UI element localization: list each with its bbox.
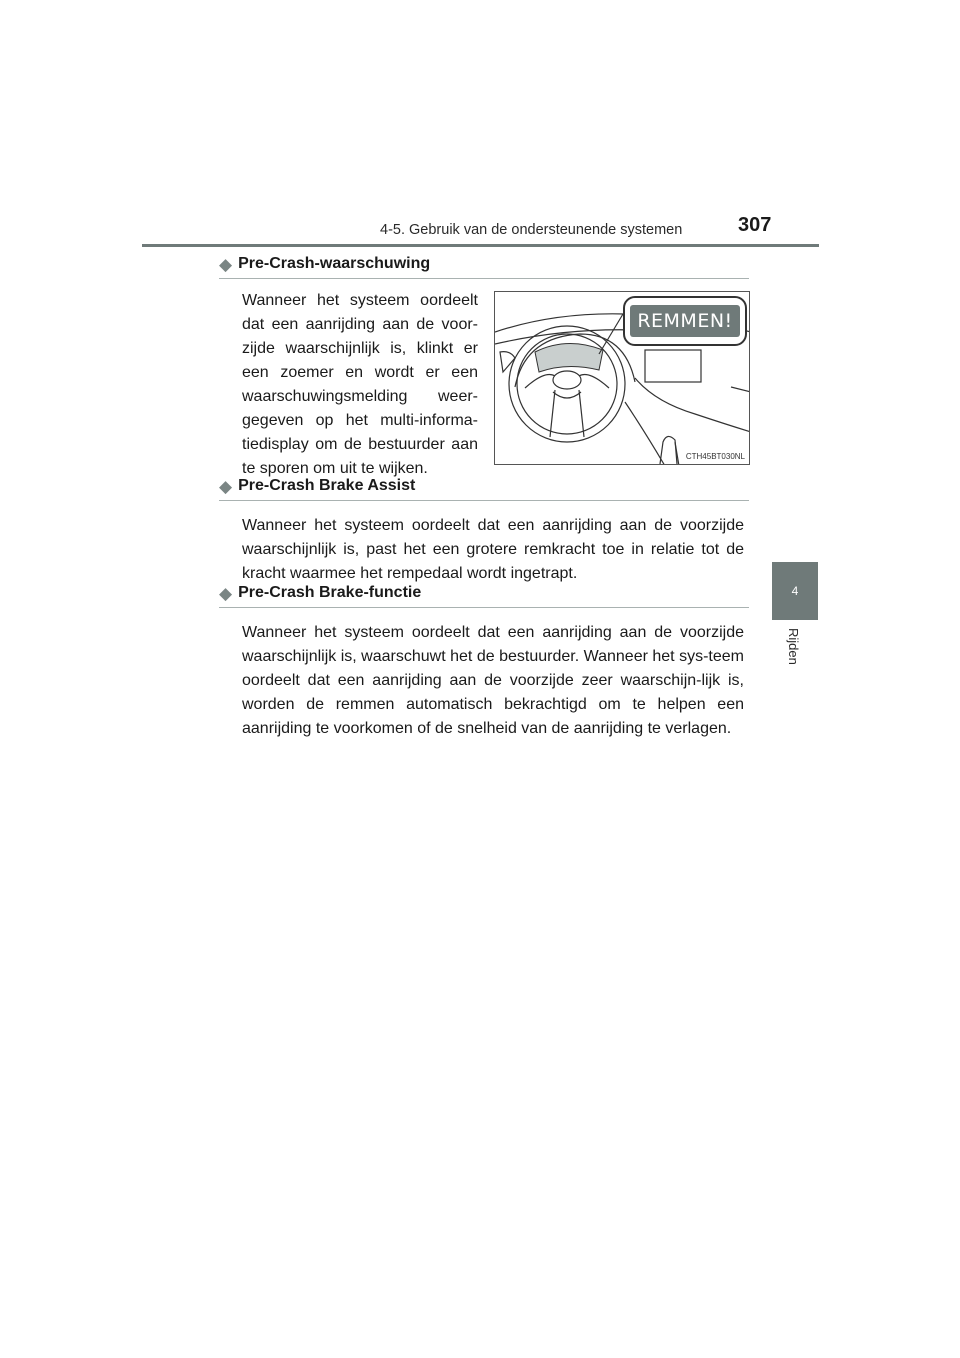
diamond-icon: ◆ <box>219 476 233 496</box>
page-number: 307 <box>738 214 772 236</box>
header-title: 4-5. Gebruik van de ondersteunende systemen <box>380 222 683 238</box>
chapter-tab[interactable] <box>772 562 818 620</box>
chapter-label: Rijden <box>786 628 801 665</box>
remmen-message: REMMEN! <box>630 305 739 337</box>
section-heading-brake-function <box>219 584 749 608</box>
dashboard-illustration <box>494 291 750 465</box>
section-heading-label: Pre-Crash Brake Assist <box>238 477 416 494</box>
figure-code: CTH45BT030NL <box>685 452 745 461</box>
section-heading-label: Pre-Crash-waarschuwing <box>238 255 431 272</box>
section-heading-brake-assist <box>219 477 749 501</box>
section-text-pre-crash-warning: Wanneer het systeem oordeelt dat een aanrijding aan de voor-zijde waarschijnlijk is, klinkt er een zoemer en wordt er een waarschuwingsmelding weer-gegeven op het multi-informa-tiedisplay om de bestuurder aan te sporen om uit te wijken. <box>242 292 478 477</box>
header-rule <box>142 244 819 247</box>
chapter-number: 4 <box>791 584 799 598</box>
diamond-icon: ◆ <box>219 254 233 274</box>
section-heading-label: Pre-Crash Brake-functie <box>238 584 422 601</box>
diamond-icon: ◆ <box>219 583 233 603</box>
section-text-brake-assist: Wanneer het systeem oordeelt dat een aanrijding aan de voorzijde waarschijnlijk is, past het een grotere remkracht toe in relatie tot de kracht waarmee het rempedaal wordt ingetrapt. <box>242 517 744 582</box>
section-heading-pre-crash-warning <box>219 255 749 279</box>
remmen-callout <box>623 296 747 346</box>
section-text-brake-function: Wanneer het systeem oordeelt dat een aanrijding aan de voorzijde waarschijnlijk is, waarschuwt het de bestuurder. Wanneer het sys-teem oordeelt dat een aanrijding aan de voorzijde zeer waarschijn-lijk is, worden de remmen automatisch bekrachtigd om te helpen een aanrijding te voorkomen of de snelheid van de aanrijding te verlagen. <box>242 624 744 737</box>
